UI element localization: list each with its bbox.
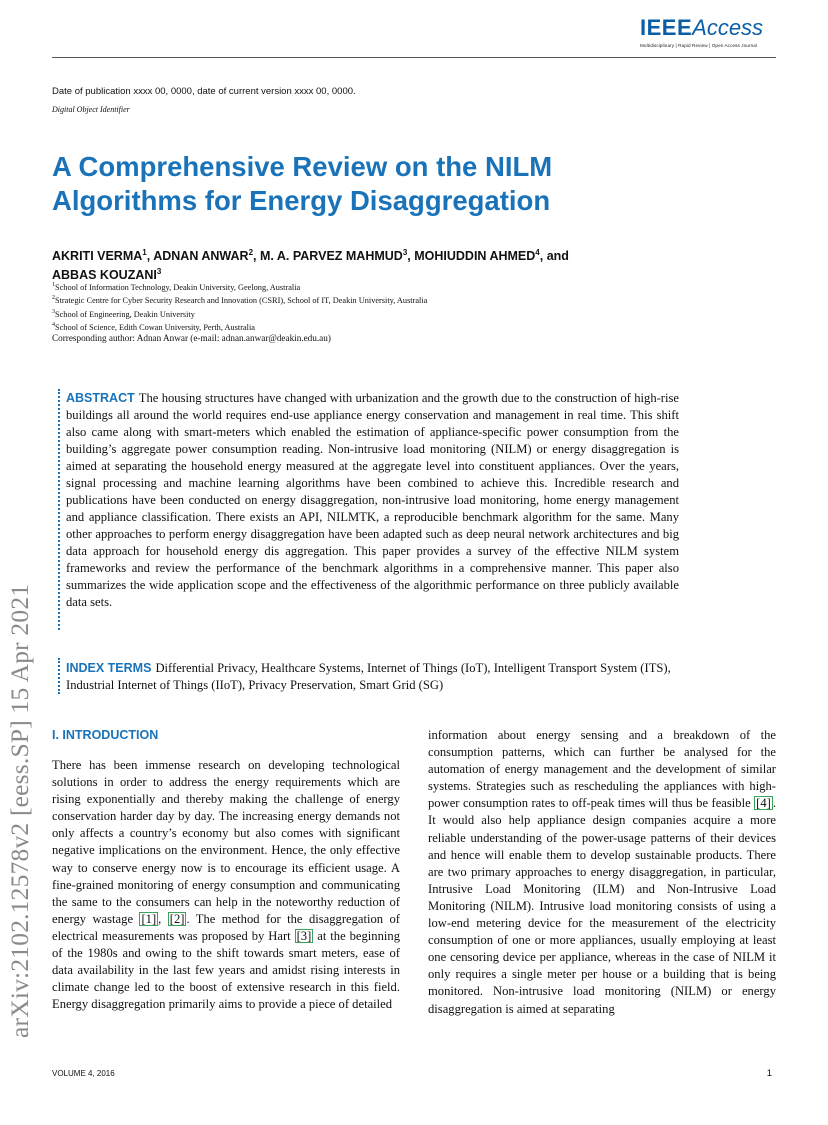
- logo-brand: IEEE: [640, 15, 693, 40]
- publication-date: Date of publication xxxx 00, 0000, date of current version xxxx 00, 0000.: [52, 86, 356, 97]
- logo-product: Access: [692, 15, 764, 40]
- author: MOHIUDDIN AHMED$^4$, and: [414, 248, 569, 264]
- affiliations: [52, 280, 752, 333]
- affiliation: $^3$School of Engineering, Deakin University: [52, 308, 195, 319]
- author: M. A. PARVEZ MAHMUD$^3$,: [260, 248, 415, 264]
- paragraph-text: There has been immense research on developing technological solutions in order to address the energy requirements which are rising exponentially and thereby making the challenge of energy conservation harder day by day. The increasing energy demands not only affects a country’s economy but also comes with significant negative implications on the environment. Hence, the only effective way to conserve energy now is to encourage its efficient usage. A fine-grained monitoring of energy consumption and communicating the same to the consumers can help in the noteworthy reduction of energy wastage: [52, 758, 400, 926]
- abstract-text: The housing structures have changed with urbanization and the growth due to the construction of high-rise buildings all around the world requires end-use appliance energy conservation and management in real time. This shift also came along with smart-meters which enabled the estimation of appliance-specific power consumption from the building’s aggregate power consumption reading. Non-intrusive load monitoring (NILM) or energy disaggregation is aimed at separating the household energy measured at the aggregate level into constituent appliances. Over the years, signal processing and machine learning algorithms have been combined to achieve this. Incredible research and publications have been conducted on energy disaggregation, non-intrusive load monitoring, home energy management and appliance classification. There exists an API, NILMTK, a reproducible benchmark algorithm for the same. Many other approaches to perform energy disaggregation have been adapted such as deep neural network architectures and big data approach for household energy dis aggregation. This paper provides a survey of the effective NILM system frameworks and review the performance of the benchmark algorithms in a comprehensive manner. This paper also summarizes the wide application scope and the effectiveness of the algorithmic performance on three publicly available data sets.: [66, 391, 679, 609]
- corresponding-author: Corresponding author: Adnan Anwar (e-mail: adnan.anwar@deakin.edu.au): [52, 333, 331, 343]
- author: AKRITI VERMA$^1$,: [52, 248, 154, 264]
- abstract-label: ABSTRACT: [66, 391, 135, 405]
- footer-volume: VOLUME 4, 2016: [52, 1069, 115, 1078]
- citation-link[interactable]: [3]: [296, 928, 312, 943]
- abstract: [66, 390, 679, 611]
- header-rule: [52, 57, 776, 58]
- citation-link[interactable]: [2]: [169, 911, 185, 926]
- section-heading: I. INTRODUCTION: [52, 728, 159, 742]
- paragraph-text: at the beginning of the 1980s and owing to the shift towards smart meters, ease of data availability in the last few years and amidst rising interests in climate change led to the boost of extensive research in this field. Energy disaggregation primarily aims to provide a piece of detailed: [52, 928, 400, 1012]
- paragraph-text: information about energy sensing and a breakdown of the consumption patterns, which can further be analysed for the automation of energy management and the development of similar systems. Strategies such as rescheduling the appliances with high-power consumption rates to off-peak times will thus be feasible: [428, 728, 776, 811]
- index-terms-dotted-rule: [58, 658, 60, 694]
- affiliation: $^1$School of Information Technology, Deakin University, Geelong, Australia: [52, 282, 301, 292]
- citation-link[interactable]: [1]: [141, 911, 157, 926]
- paragraph-text: ,: [158, 911, 168, 926]
- page-number: 1: [766, 1068, 772, 1079]
- author: ABBAS KOUZANI$^3$: [52, 267, 162, 283]
- paragraph-text: . It would also help appliance design companies acquire a more reliable understanding of the power-usage patterns of their devices and hence will enable them to develop sustainable products. There are two primary approaches to energy disaggregation, in particular, Intrusive Load Monitoring (ILM) and Non-Intrusive Load Monitoring (NILM). Intrusive load monitoring consists of using a low-end metering device for the measurement of the electricity consumption of one or more appliances, usually employing at least one censoring device per appliance, whereas in the case of NILM it only requires a single meter per house or a building that is being monitored. Non-intrusive load monitoring (NILM) or energy disaggregation is aimed at separating: [428, 796, 776, 1016]
- index-terms-text: Differential Privacy, Healthcare Systems, Internet of Things (IoT), Intelligent Transport System (ITS), Industrial Internet of Things (IIoT), Privacy Preservation, Smart Grid (SG): [66, 661, 671, 692]
- logo-tagline: Multidisciplinary | Rapid Review | Open Access Journal: [640, 43, 758, 48]
- arxiv-stamp: arXiv:2102.12578v2 [eess.SP] 15 Apr 2021: [5, 583, 34, 1038]
- ieee-access-logo: [640, 16, 770, 58]
- doi-label: Digital Object Identifier: [52, 105, 130, 114]
- paper-title: A Comprehensive Review on the NILM Algorithms for Energy Disaggregation: [52, 151, 553, 216]
- body-column-right: [428, 727, 776, 1018]
- abstract-dotted-rule: [58, 389, 60, 630]
- author-list: [52, 245, 732, 283]
- affiliation: $^2$Strategic Centre for Cyber Security Research and Innovation (CSRI), School of IT, Deakin University, Australia: [52, 295, 428, 306]
- citation-link[interactable]: [4]: [756, 796, 771, 811]
- logo-wordmark: [640, 16, 770, 40]
- index-terms-label: INDEX TERMS: [66, 661, 152, 675]
- affiliation: $^4$School of Science, Edith Cowan University, Perth, Australia: [52, 321, 255, 332]
- body-column-left: [52, 757, 400, 1013]
- author: ADNAN ANWAR$^2$,: [153, 248, 260, 264]
- index-terms: [66, 660, 679, 694]
- paragraph-text: . The method for the disaggregation of electrical measurements was proposed by Hart: [52, 911, 401, 943]
